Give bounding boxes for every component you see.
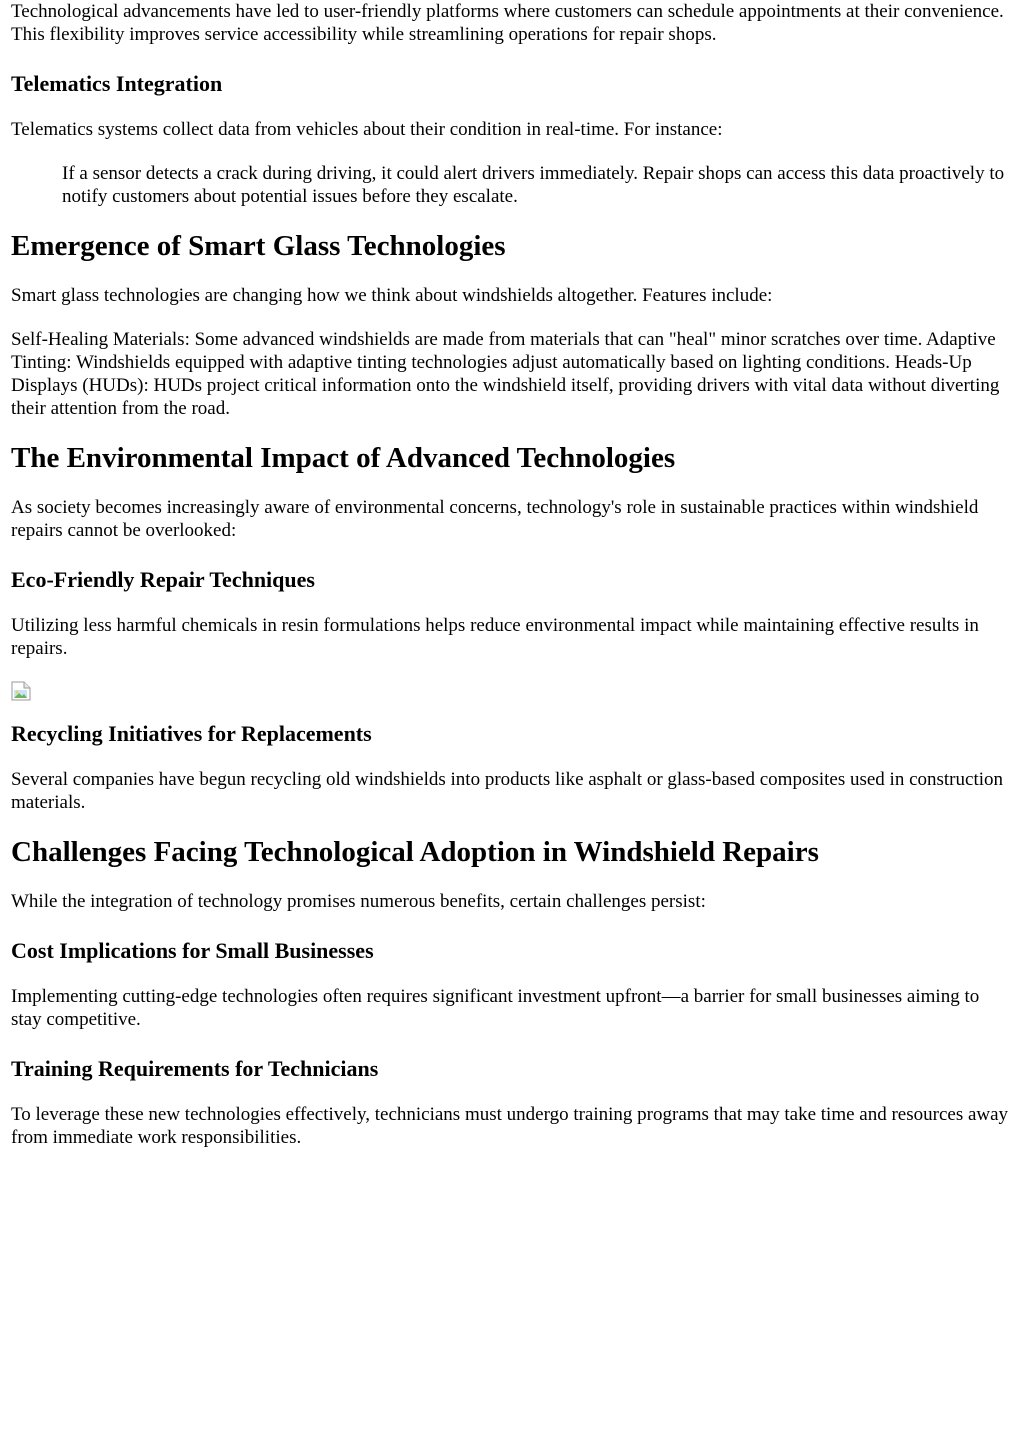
training-paragraph: To leverage these new technologies effectively, technicians must undergo training programs that may take time and resources away from immediate work responsibilities. xyxy=(11,1104,1009,1148)
eco-paragraph: Utilizing less harmful chemicals in resin formulations helps reduce environmental impact while maintaining effective results in repairs. xyxy=(11,615,979,659)
environment-heading: The Environmental Impact of Advanced Technologies xyxy=(11,442,676,474)
challenges-heading: Challenges Facing Technological Adoption in Windshield Repairs xyxy=(11,836,819,868)
telematics-heading: Telematics Integration xyxy=(11,71,223,96)
recycling-paragraph: Several companies have begun recycling old windshields into products like asphalt or glass-based composites used in construction materials. xyxy=(11,769,1003,813)
training-heading: Training Requirements for Technicians xyxy=(11,1056,379,1081)
challenges-paragraph: While the integration of technology promises numerous benefits, certain challenges persist: xyxy=(11,891,706,912)
broken-image-icon xyxy=(11,681,31,701)
environment-paragraph: As society becomes increasingly aware of environmental concerns, technology's role in sustainable practices within windshield repairs cannot be overlooked: xyxy=(11,497,979,541)
recycling-heading: Recycling Initiatives for Replacements xyxy=(11,721,372,746)
telematics-quote: If a sensor detects a crack during driving, it could alert drivers immediately. Repair shops can access this data proactively to notify customers about potential issues before they escalate. xyxy=(62,163,1005,207)
smart-glass-heading: Emergence of Smart Glass Technologies xyxy=(11,230,506,262)
smart-glass-features: Self-Healing Materials: Some advanced windshields are made from materials that can "heal" minor scratches over time. Adaptive Tinting: Windshields equipped with adaptive tinting technologies adjust automatically based on lighting conditions. Heads-Up Displays (HUDs): HUDs project critical information onto the windshield itself, providing drivers with vital data without diverting their attention from the road. xyxy=(11,329,1000,419)
cost-heading: Cost Implications for Small Businesses xyxy=(11,938,374,963)
smart-glass-paragraph: Smart glass technologies are changing how we think about windshields altogether. Features include: xyxy=(11,285,773,306)
intro-paragraph: Technological advancements have led to user-friendly platforms where customers can schedule appointments at their convenience. This flexibility improves service accessibility while streamlining operations for repair shops. xyxy=(11,1,1004,45)
telematics-paragraph: Telematics systems collect data from vehicles about their condition in real-time. For instance: xyxy=(11,119,723,140)
cost-paragraph: Implementing cutting-edge technologies often requires significant investment upfront—a barrier for small businesses aiming to stay competitive. xyxy=(11,986,980,1030)
eco-heading: Eco-Friendly Repair Techniques xyxy=(11,567,315,592)
